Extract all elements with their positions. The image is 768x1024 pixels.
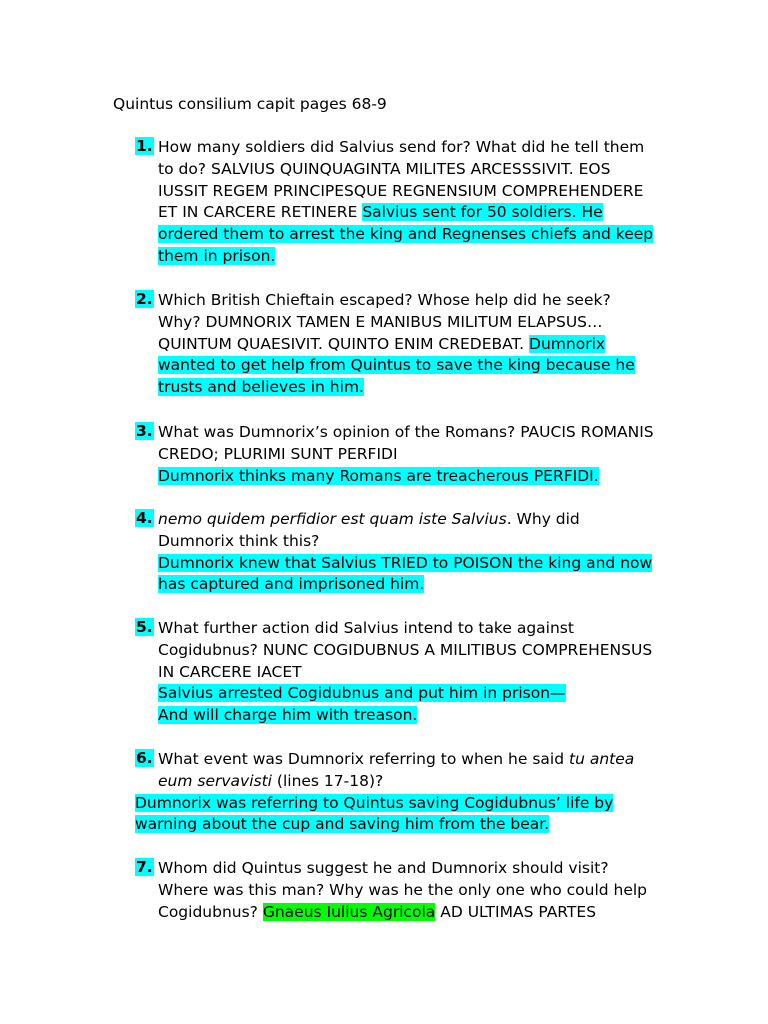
answer-highlight: Salvius sent for 50 soldiers. He ordered them to arrest the king and Regnenses chiefs and keep them in prison. <box>158 203 654 265</box>
question-4 <box>135 509 655 596</box>
answer-highlight-green: Gnaeus Iulius Agricola <box>262 902 436 921</box>
question-6 <box>135 749 655 836</box>
question-number: 7. <box>136 858 153 876</box>
question-7 <box>135 858 655 923</box>
question-number: 1. <box>136 137 153 155</box>
question-text: What further action did Salvius intend to take against Cogidubnus? NUNC COGIDUBNUS A MILITIBUS COMPREHENSUS IN CARCERE IACET <box>158 619 653 681</box>
question-text: What was Dumnorix’s opinion of the Romans? PAUCIS ROMANIS CREDO; PLURIMI SUNT PERFIDI <box>158 423 654 463</box>
question-text-end: AD ULTIMAS PARTES <box>435 902 597 921</box>
question-number: 6. <box>136 749 153 767</box>
latin-quote: tu antea eum servavisti <box>158 750 635 790</box>
answer-highlight: Dumnorix thinks many Romans are treacherous PERFIDI. <box>158 466 599 485</box>
question-number: 3. <box>136 422 153 440</box>
question-text: Whom did Quintus suggest he and Dumnorix should visit? Where was this man? Why was he the only one who could help Cogidubnus? <box>158 859 648 921</box>
question-text: What event was Dumnorix referring to when he said <box>158 750 569 768</box>
question-number: 4. <box>136 509 153 527</box>
question-number: 2. <box>136 290 153 308</box>
question-text: Which British Chieftain escaped? Whose help did he seek? Why? DUMNORIX TAMEN E MANIBUS MILITUM ELAPSUS… QUINTUM QUAESIVIT. QUINTO ENIM CREDEBAT. <box>158 291 611 353</box>
answer-highlight: Dumnorix was referring to Quintus saving Cogidubnus’ life by <box>135 793 614 812</box>
page-title: Quintus consilium capit pages 68-9 <box>113 95 387 113</box>
answer-highlight: Dumnorix knew that Salvius TRIED to POISON the king and now has captured and imprisoned him. <box>158 553 653 594</box>
question-number: 5. <box>136 618 153 636</box>
question-5 <box>135 618 655 727</box>
answer-highlight: And will charge him with treason. <box>158 706 418 725</box>
question-text: How many soldiers did Salvius send for? What did he tell them to do? SALVIUS QUINQUAGINTA MILITES ARCESSSIVIT. EOS IUSSIT REGEM PRINCIPESQUE REGNENSIUM COMPREHENDERE ET IN CARCERE RETINERE <box>158 138 645 222</box>
question-text-end: (lines 17-18)? <box>271 771 384 790</box>
question-2 <box>135 290 655 399</box>
answer-highlight: Dumnorix wanted to get help from Quintus to save the king because he trusts and believes in him. <box>158 334 635 397</box>
question-3 <box>135 422 655 487</box>
question-1 <box>135 137 655 268</box>
question-text: . Why did Dumnorix think this? <box>158 510 580 550</box>
answer-highlight: Salvius arrested Cogidubnus and put him in prison— <box>158 684 566 703</box>
answer-highlight: warning about the cup and saving him from the bear. <box>135 815 550 834</box>
latin-quote: nemo quidem perfidior est quam iste Salvius <box>158 510 507 528</box>
